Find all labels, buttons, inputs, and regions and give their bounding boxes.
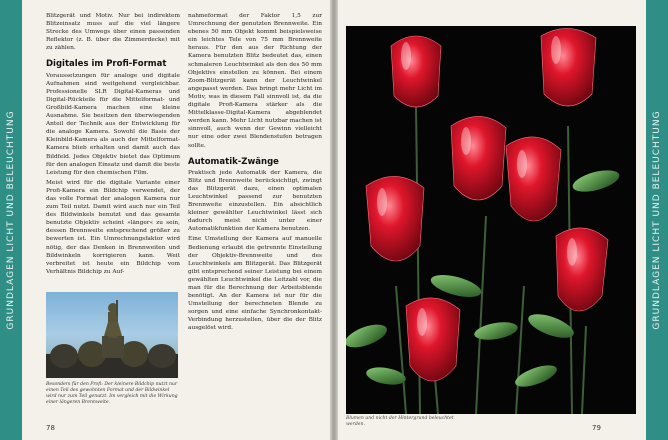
col2-paragraph-3: Eine Umstellung der Kamera auf manuelle Bedienung erlaubt die getrennte Einstellung der Objektiv-Brennweite und des Leuchtwinkels am Blitzgerät. Das Blitzgerät gibt entsprechend seiner Leistung bei einem gewählten Leuchtwinkel die Leitzahl vor, die man für die Berechnung der Arbeitsblende benötigt. An der Kamera ist nur für die Umstellung der berechneten Blende zu sorgen und eine einfache Synchronkontakt-Verbindung herzustellen, über die der Blitz ausgelöst wird. [188,236,322,332]
left-photo-caption: Besonders für den Profi: Der kleinere Bildchip nutzt nur einen Teil des gewohnten Format und der Bildwinkel wird nur zum Teil genutzt. Im vergleich mit die Wirkung einer längeren Brennweite. [46,382,178,405]
statue-photo [46,292,178,378]
statue-illustration [46,292,178,378]
heading-automatik: Automatik-Zwänge [188,156,279,167]
left-column-2 [188,12,322,335]
glass-roses-illustration [346,26,636,414]
col2-paragraph-2: Praktisch jede Automatik der Kamera, die Blitz und Brennweite berücksichtigt, zwingt das Blitzgerät dazu, einen optimalen Leuchtwinkel passend zur benutzten Brennweite einzustellen. Ein absichtlich kleiner gewählter Leuchtwinkel lässt sich dadurch meist nicht unter einer Automatikfunktion der Kamera benutzen. [188,169,322,233]
col1-intro-text: Blitzgerät und Motiv. Nur bei indirektem Blitzeinsatz muss auf die viel längere Strecke des Umwegs über einen passenden Reflektor (z. B. über die Zimmerdecke) mit zu zählen. [46,13,180,52]
col1-paragraph-2: Meist wird für die digitale Variante einer Profi-Kamera ein Bildchip verwendet, der das volle Format der analogen Kamera nur zum Teil nutzt. Damit wird auch nur ein Teil des Bildwinkels benutzt und das gesamte benutzte Objektiv scheint »länger« zu sein, dessen Brennweite entsprechend größer zu bewerten ist. Ein Umrechnungsfaktor wird nötig, der das Denken in Brennweiten und Bildwinkeln korrigieren kann. Weit verbreitet ist heute ein Bildchip vom Verhältnis Bildchip zu Auf- [46,179,180,275]
col2-paragraph-1: nahmeformat der Faktor 1,5 zur Umrechnung der genutzten Brennweite. Ein ebenes 50 mm Objekt kommt beispielsweise ein leichtes Tele von 75 mm Brennweite heraus. Für den aus der Richtung der Kamera benutzten Blitz bedeutet das, einen schmaleren Leuchtwinkel als den des 50 mm Objektivs einstellen zu können. Bei einem Zoom-Blitzgerät kann der Leuchtwinkel angepasst werden. Das bringt mehr Licht im Motiv, was in diesem Fall sinnvoll ist, da die digitale Profi-Kamera stärker als die Mittelklasse-Digital-Kamera abgeblendet werden kann. Mehr Licht nutzbar machen ist sinnvoll, auch wenn der Gewinn vielleicht nur eine oder zwei Blendenstufen betragen sollte. [188,13,322,149]
left-sidebar-label: GRUNDLAGEN LICHT UND BELEUCHTUNG [6,110,16,330]
book-gutter [330,0,338,440]
left-column-1 [46,12,180,278]
glass-roses-photo [346,26,636,414]
heading-digital: Digitales im Profi-Format [46,59,167,70]
col1-paragraph-1: Voraussetzungen für analoge und digitale Aufnahmen sind weitgehend vergleichbar. Professionelle SLR Digital-Kameras und Digital-Rückteile für die Mittelformat- und Großbild-Kamera machen eine kleine Ausnahme. Sie besitzen den überwiegenden Anteil der Technik aus der Entwicklung für die analoge Kamera. Sowohl die Basis der Kleinbild-Kamera als auch der Mittelformat-Kamera blieb erhalten und damit auch das Bildfeld. Jedes Objektiv bietet das Optimum für den analogen Einsatz und damit die beste Leistung für den chemischen Film. [46,72,180,176]
right-photo-caption: Blumen und nicht der Hintergrund beleuchtet werden. [346,416,454,427]
right-sidebar-label: GRUNDLAGEN LICHT UND BELEUCHTUNG [652,110,662,330]
left-page-number: 78 [46,424,55,432]
right-page-number: 79 [592,424,601,432]
right-sidebar-band [646,0,668,440]
left-sidebar-band [0,0,22,440]
